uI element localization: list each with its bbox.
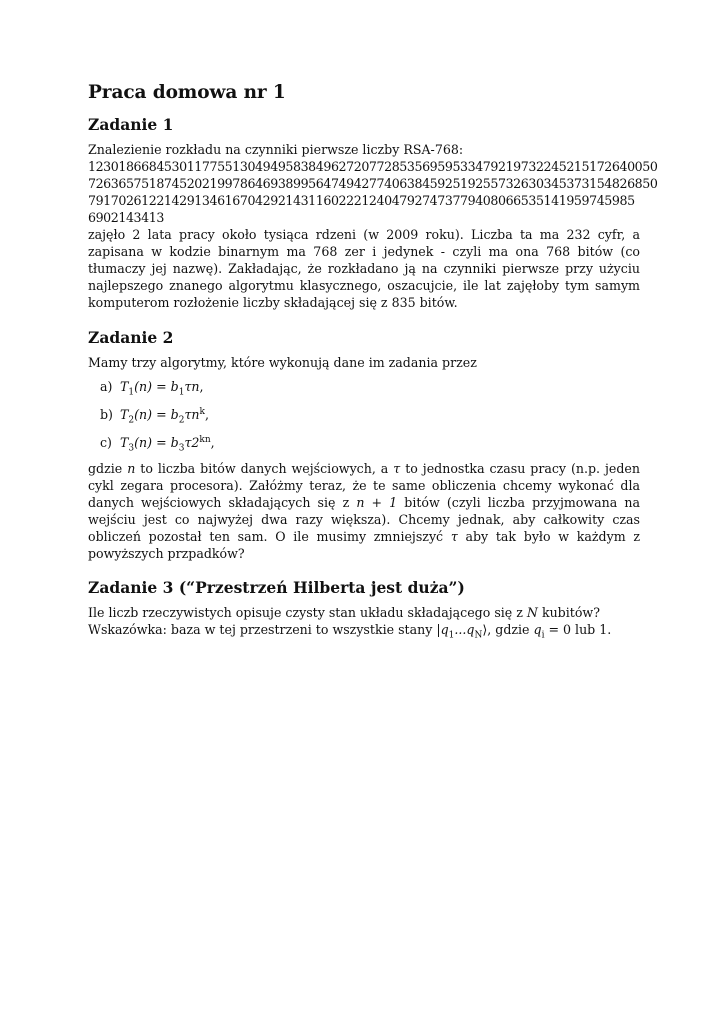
text-run: = 0 lub 1. — [544, 622, 612, 637]
formula-superscript: k — [199, 406, 205, 417]
document-content — [88, 82, 658, 641]
formula-body: (n) = b — [134, 379, 179, 394]
formula-symbol: T — [120, 435, 129, 450]
item-marker: b) — [100, 407, 113, 422]
formula-subscript: 1 — [178, 387, 185, 398]
math-ket-mid: ...q — [454, 622, 475, 637]
formula-punct: , — [210, 435, 215, 450]
rsa-number-line-2: 726365751874520219978646938995647494277406384592519255732630345373154826850 — [88, 176, 658, 191]
formula-punct: , — [204, 407, 209, 422]
task-2-body — [88, 460, 640, 562]
formula-tail: τ2 — [184, 435, 200, 450]
math-subscript: N — [474, 630, 483, 641]
formula-tail: τn — [184, 379, 200, 394]
text-run: Ile liczb rzeczywistych opisuje czysty stan układu składającego się z — [88, 605, 527, 620]
text-run: kubitów? — [537, 605, 600, 620]
task-1 — [88, 115, 658, 311]
math-ket-close: ⟩ — [482, 622, 488, 637]
task-1-intro: Znalezienie rozkładu na czynniki pierwsze liczby RSA-768: — [88, 142, 464, 157]
algorithm-list — [88, 378, 640, 454]
text-run: to liczba bitów danych wejściowych, a — [135, 461, 394, 476]
math-n: n — [127, 461, 136, 476]
task-3-hint — [88, 621, 640, 641]
task-2-heading: Zadanie 2 — [88, 328, 174, 347]
task-2-intro: Mamy trzy algorytmy, które wykonują dane im zadania przez — [88, 355, 477, 370]
text-run: bitów (czyli liczba przyjmowana na wejściu jest co najwyżej dwa razy większa). Chcemy jednak, aby całkowity czas obliczeń pozostał ten sam. O ile musimy zmniejszyć — [88, 495, 640, 544]
rsa-number-line-1: 123018668453011775513049495838496272077285356959533479219732245215172640050 — [88, 159, 658, 174]
math-n-plus-1: n + 1 — [356, 495, 398, 510]
formula-body: (n) = b — [134, 407, 179, 422]
task-1-heading: Zadanie 1 — [88, 115, 174, 134]
math-subscript: i — [541, 630, 545, 641]
task-3-heading: Zadanie 3 (“Przestrzeń Hilberta jest duża”) — [88, 578, 465, 597]
task-1-body: zajęło 2 lata pracy około tysiąca rdzeni (w 2009 roku). Liczba ta ma 232 cyfr, a zapisana w kodzie binarnym ma 768 zer i jedynek - czyli ma ona 768 bitów (co tłumaczy jej nazwę). Zakładając, że rozkładano ją na czynniki pierwsze przy użyciu najlepszego znanego algorytmu klasycznego, oszacujcie, ile lat zajęłoby tym samym komputerom rozłożenie liczby składającej się z 835 bitów. — [88, 227, 640, 310]
document-title: Praca domowa nr 1 — [88, 82, 286, 103]
formula-subscript: 3 — [178, 443, 185, 454]
formula-body: (n) = b — [134, 435, 179, 450]
formula-subscript: 1 — [128, 387, 135, 398]
formula-subscript: 3 — [128, 443, 135, 454]
text-run: aby tak było w każdym z powyższych przpadków? — [88, 529, 640, 561]
text-run: Wskazówka: baza w tej przestrzeni to wszystkie stany — [88, 622, 437, 637]
item-marker: c) — [100, 435, 112, 450]
formula-symbol: T — [120, 379, 129, 394]
item-marker: a) — [100, 379, 113, 394]
formula-punct: , — [199, 379, 204, 394]
formula-symbol: T — [120, 407, 129, 422]
text-run: , gdzie — [487, 622, 534, 637]
math-ket-open: |q — [436, 622, 449, 637]
math-q: q — [533, 622, 542, 637]
task-3 — [88, 578, 640, 641]
text-run: gdzie — [88, 461, 128, 476]
algorithm-item-c — [100, 434, 640, 454]
formula-superscript: kn — [199, 434, 211, 445]
math-tau: τ — [450, 529, 458, 544]
math-tau: τ — [393, 461, 401, 476]
formula-subscript: 2 — [128, 415, 135, 426]
formula-tail: τn — [184, 407, 200, 422]
task-2 — [88, 328, 640, 562]
rsa-number-line-3: 791702612214291346167042921431160222124047927473779408066535141959745985 — [88, 193, 635, 208]
algorithm-item-b — [100, 406, 640, 426]
algorithm-item-a — [100, 378, 640, 398]
rsa-number-line-4: 6902143413 — [88, 210, 164, 225]
text-run: to jednostka czasu pracy (n.p. jeden cykl zegara procesora). Załóżmy teraz, że te same obliczenia chcemy wykonać dla danych wejściowych składających się z — [88, 461, 640, 510]
task-3-question — [88, 604, 640, 621]
math-N: N — [526, 605, 538, 620]
math-subscript: 1 — [448, 630, 455, 641]
formula-subscript: 2 — [178, 415, 185, 426]
